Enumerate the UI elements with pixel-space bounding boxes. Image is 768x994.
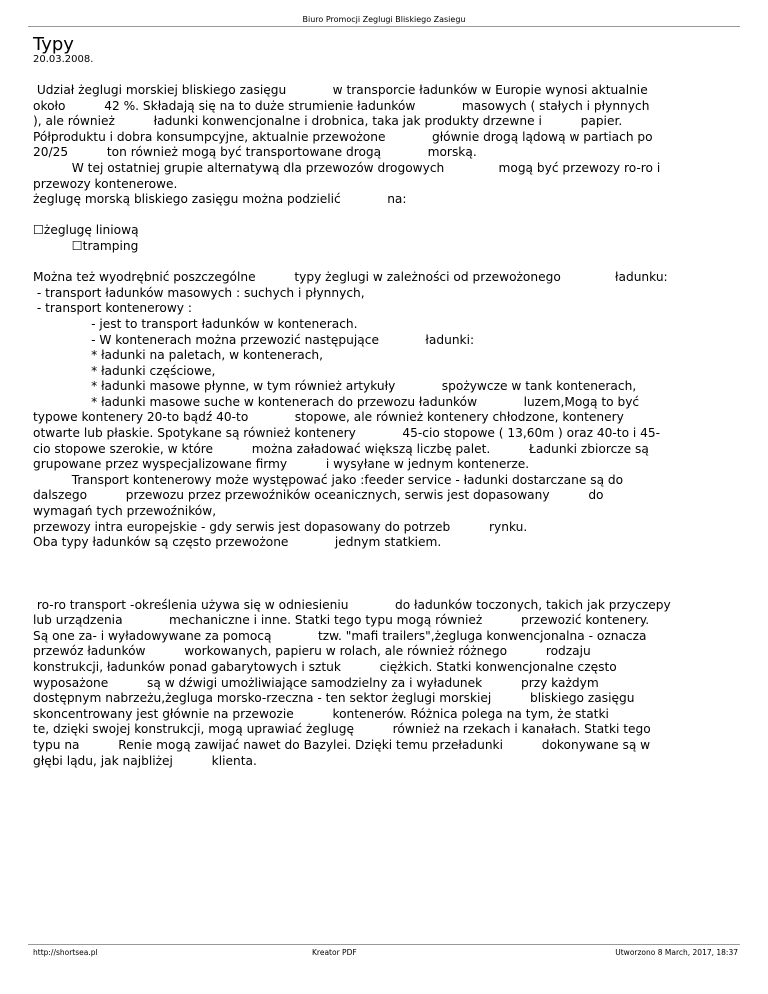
article-title: Typy <box>33 34 74 55</box>
body-line: - jest to transport ładunków w kontenerach. <box>33 316 358 331</box>
body-line: Oba typy ładunków są często przewożone jednym statkiem. <box>33 535 442 550</box>
body-line: otwarte lub płaskie. Spotykane są również kontenery 45-cio stopowe ( 13,60m ) oraz 40-to i 45- <box>33 426 661 441</box>
body-line: * ładunki masowe suche w kontenerach do przewozu ładunków luzem,Mogą to być <box>33 394 640 409</box>
footer-created: Utworzono 8 March, 2017, 18:37 <box>615 948 738 957</box>
body-line: ☐tramping <box>33 238 139 253</box>
body-line: * ładunki na paletach, w kontenerach, <box>33 348 324 363</box>
footer-divider <box>28 944 740 945</box>
body-line: te, dzięki swojej konstrukcji, mogą uprawiać żeglugę również na rzekach i kanałach. Statki tego <box>33 722 651 737</box>
body-line: ), ale również ładunki konwencjonalne i drobnica, taka jak produkty drzewne i papier. <box>33 114 623 129</box>
body-line: wyposażone są w dźwigi umożliwiające samodzielny za i wyładunek przy każdym <box>33 675 599 690</box>
body-line: Można też wyodrębnić poszczególne typy żeglugi w zależności od przewożonego ładunku: <box>33 270 668 285</box>
body-line: Są one za- i wyładowywane za pomocą tzw. "mafi trailers",żegluga konwencjonalna - oznacza <box>33 628 647 643</box>
body-line: około 42 %. Składają się na to duże strumienie ładunków masowych ( stałych i płynnych <box>33 98 650 113</box>
body-line: konstrukcji, ładunków ponad gabarytowych i sztuk ciężkich. Statki konwencjonalne często <box>33 659 617 674</box>
body-line: Półproduktu i dobra konsumpcyjne, aktualnie przewożone głównie drogą lądową w partiach po <box>33 129 653 144</box>
body-line: W tej ostatniej grupie alternatywą dla przewozów drogowych mogą być przewozy ro-ro i <box>33 160 661 175</box>
article-date: 20.03.2008. <box>33 54 94 65</box>
body-line: skoncentrowany jest głównie na przewozie kontenerów. Różnica polega na tym, że statki <box>33 706 609 721</box>
body-line: - transport kontenerowy : <box>33 301 192 316</box>
header-divider <box>28 26 740 27</box>
footer-generator: Kreator PDF <box>312 948 357 957</box>
article-body <box>33 83 733 769</box>
body-line <box>33 566 733 582</box>
footer-url[interactable]: http://shortsea.pl <box>33 948 98 957</box>
body-line: dostępnym nabrzeżu,żegluga morsko-rzeczna - ten sektor żeglugi morskiej bliskiego zasięgu <box>33 691 635 706</box>
body-line: - W kontenerach można przewozić następujące ładunki: <box>33 332 475 347</box>
body-line: przewozy kontenerowe. <box>33 176 178 191</box>
body-line: ro-ro transport -określenia używa się w odniesieniu do ładunków toczonych, takich jak przyczepy <box>33 597 671 612</box>
body-line: * ładunki masowe płynne, w tym również artykuły spożywcze w tank kontenerach, <box>33 379 637 394</box>
body-line: Udział żeglugi morskiej bliskiego zasięgu w transporcie ładunków w Europie wynosi aktualnie <box>33 83 648 97</box>
body-line <box>33 551 733 567</box>
body-line: typowe kontenery 20-to bądź 40-to stopowe, ale również kontenery chłodzone, kontenery <box>33 410 624 425</box>
body-line: * ładunki częściowe, <box>33 363 216 378</box>
body-line: grupowane przez wyspecjalizowane firmy i wysyłane w jednym kontenerze. <box>33 457 530 472</box>
body-line: Transport kontenerowy może występować jako :feeder service - ładunki dostarczane są do <box>33 472 624 487</box>
body-line <box>33 582 733 598</box>
body-line: dalszego przewozu przez przewoźników oceanicznych, serwis jest dopasowany do <box>33 488 604 503</box>
body-line: wymagań tych przewoźników, <box>33 504 217 519</box>
body-line: przewozy intra europejskie - gdy serwis jest dopasowany do potrzeb rynku. <box>33 519 528 534</box>
body-line: ☐żeglugę liniową <box>33 223 139 238</box>
body-line <box>33 208 733 224</box>
body-line: - transport ładunków masowych : suchych i płynnych, <box>33 285 365 300</box>
body-line: żeglugę morską bliskiego zasięgu można podzielić na: <box>33 192 407 207</box>
body-line: lub urządzenia mechaniczne i inne. Statki tego typu mogą również przewozić kontenery. <box>33 613 650 628</box>
body-line: przewóz ładunków workowanych, papieru w rolach, ale również różnego rodzaju <box>33 644 591 659</box>
body-line: typu na Renie mogą zawijać nawet do Bazylei. Dzięki temu przeładunki dokonywane są w <box>33 737 651 752</box>
body-line <box>33 255 733 271</box>
body-line: głębi lądu, jak najbliżej klienta. <box>33 753 257 768</box>
page-header: Biuro Promocji Zeglugi Bliskiego Zasiegu <box>302 15 466 24</box>
body-line: cio stopowe szerokie, w które można załadować większą liczbę palet. Ładunki zbiorcze są <box>33 441 649 456</box>
body-line: 20/25 ton również mogą być transportowane drogą morską. <box>33 145 477 160</box>
